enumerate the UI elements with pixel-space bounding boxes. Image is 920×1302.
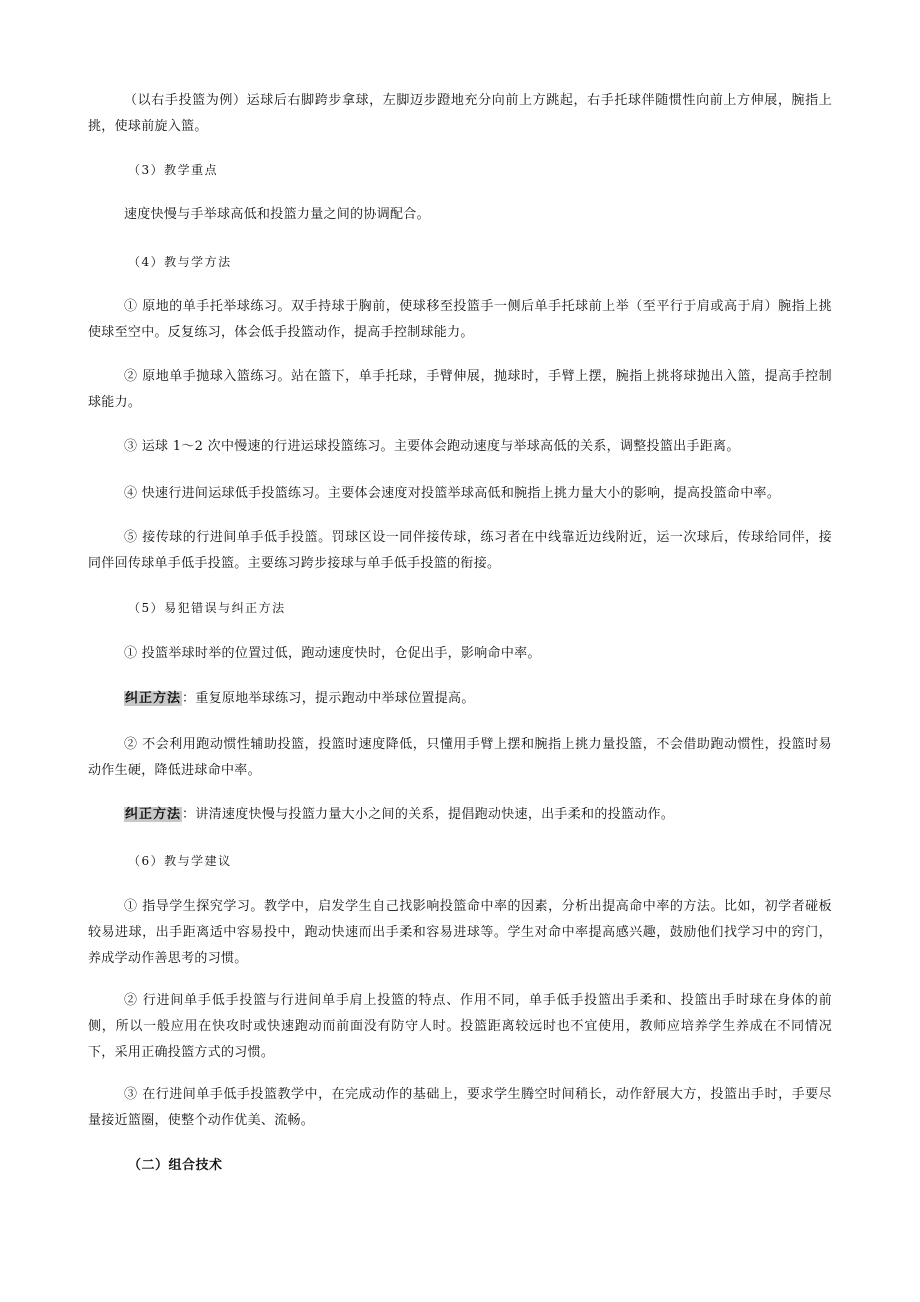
suggestion-item-3: ③ 在行进间单手低手投篮教学中，在完成动作的基础上，要求学生腾空时间稍长，动作舒展大方，投篮出手时，手要尽量接近篮圈，使整个动作优美、流畅。 [88,1087,832,1128]
method-item-4: ④ 快速行进间运球低手投篮练习。主要体会速度对投篮举球高低和腕指上挑力量大小的影响，提高投篮命中率。 [124,486,781,501]
heading-combination-skills: （二）组合技术 [128,1158,223,1173]
suggestion-item-1: ① 指导学生探究学习。教学中，启发学生自己找影响投篮命中率的因素，分析出提高命中率的方法。比如，初学者碰板较易进球，出手距离适中容易投中，跑动快速而出手柔和容易进球等。学生对命中率提高感兴趣，鼓励他们找学习中的窍门，养成学动作善思考的习惯。 [88,899,832,966]
method-item-5: ⑤ 接传球的行进间单手低手投篮。罚球区设一同伴接传球，练习者在中线靠近边线附近，运一次球后，传球给同伴，接同伴回传球单手低手投篮。主要练习跨步接球与单手低手投篮的衔接。 [88,530,832,571]
method-item-2: ② 原地单手抛球入篮练习。站在篮下，单手托球，手臂伸展，抛球时，手臂上摆，腕指上挑将球抛出入篮，提高手控制球能力。 [88,369,832,410]
correction-text: ：重复原地举球练习，提示跑动中举球位置提高。 [182,691,475,706]
heading-teaching-focus: （3）教学重点 [128,163,219,177]
correction-label: 纠正方法 [125,807,182,822]
paragraph-teaching-focus: 速度快慢与手举球高低和投篮力量之间的协调配合。 [124,207,430,222]
heading-common-errors: （5）易犯错误与纠正方法 [128,601,286,615]
heading-suggestions: （6）教与学建议 [128,854,232,868]
method-item-1: ① 原地的单手托举球练习。双手持球于胸前，使球移至投篮手一侧后单手托球前上举（至平行于肩或高于肩）腕指上挑使球至空中。反复练习，体会低手投篮动作，提高手控制球能力。 [88,299,832,340]
correction-1 [88,686,832,712]
paragraph-layup-description: （以右手投篮为例）运球后右脚跨步拿球，左脚迈步蹬地充分向前上方跳起，右手托球伴随惯性向前上方伸展，腕指上挑，使球前旋入篮。 [88,93,832,134]
correction-2 [88,802,832,828]
error-item-2: ② 不会利用跑动惯性辅助投篮，投篮时速度降低，只懂用手臂上摆和腕指上挑力量投篮，不会借助跑动惯性，投篮时易动作生硬，降低进球命中率。 [88,737,832,778]
method-item-3: ③ 运球 1～2 次中慢速的行进运球投篮练习。主要体会跑动速度与举球高低的关系，调整投篮出手距离。 [124,439,740,454]
correction-text: ：讲清速度快慢与投篮力量大小之间的关系，提倡跑动快速，出手柔和的投篮动作。 [182,807,675,822]
error-item-1: ① 投篮举球时举的位置过低，跑动速度快时，仓促出手，影响命中率。 [124,646,541,661]
heading-methods: （4）教与学方法 [128,255,232,269]
suggestion-item-2: ② 行进间单手低手投篮与行进间单手肩上投篮的特点、作用不同，单手低手投篮出手柔和、投篮出手时球在身体的前侧，所以一般应用在快攻时或快速跑动而前面没有防守人时。投篮距离较远时也不宜使用，教师应培养学生养成在不同情况下，采用正确投篮方式的习惯。 [88,993,832,1060]
correction-label: 纠正方法 [125,691,182,706]
